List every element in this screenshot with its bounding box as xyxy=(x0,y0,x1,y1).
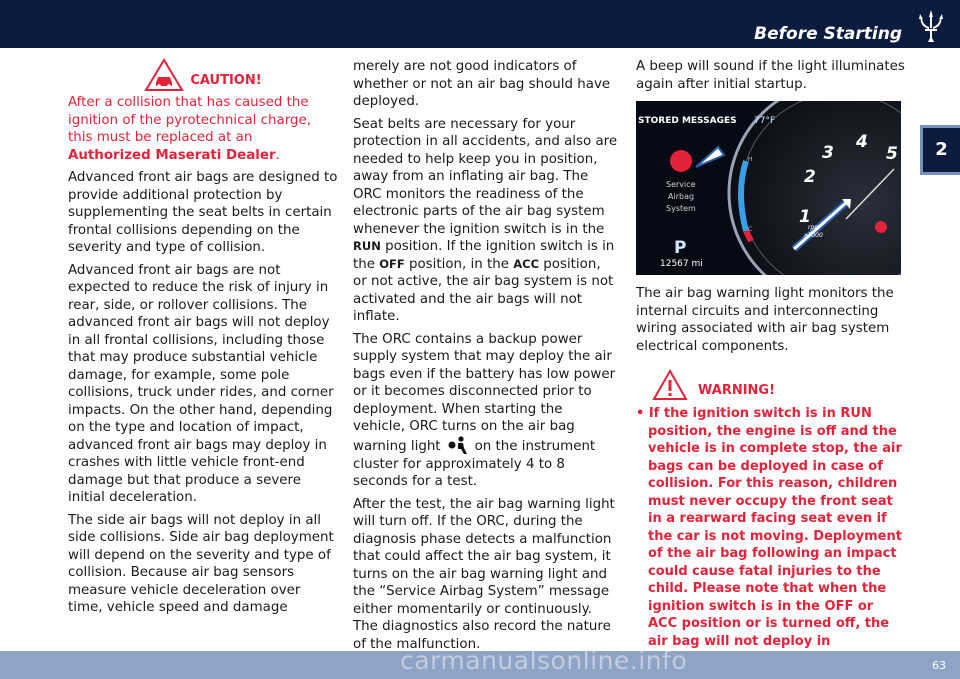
caution-label: CAUTION! xyxy=(190,73,262,89)
text-run: Seat belts are necessary for your protection in all accidents, and also are needed to help keep you in position, away from an inflating air bag. The ORC monitors the readiness of the electronic parts of the air bag system whenever the ignition switch is in the xyxy=(353,116,618,237)
paragraph: A beep will sound if the light illuminates again after initial startup. xyxy=(636,59,905,92)
caution-text-a: After a collision that has caused the ignition of the pyrotechnical charge, this must be replaced at an xyxy=(68,95,311,145)
chapter-tab[interactable] xyxy=(920,125,960,175)
airbag-warning-icon xyxy=(447,436,469,456)
paragraph: Advanced front air bags are designed to provide additional protection by supplementing the seat belts in certain frontal collisions depending on the severity and type of collision. xyxy=(68,170,338,255)
paragraph xyxy=(353,331,618,491)
gauge-number: 4 xyxy=(856,132,868,152)
car-caution-icon xyxy=(144,58,184,92)
rpm-unit: x1000 xyxy=(804,232,823,239)
warning-heading xyxy=(652,369,906,401)
column-3 xyxy=(636,58,906,650)
off-label: OFF xyxy=(379,256,405,271)
gauge-number: 1 xyxy=(799,207,811,227)
text-run: position, in the xyxy=(404,256,514,272)
service-text-2: Airbag xyxy=(668,192,695,201)
gauge-number: 3 xyxy=(822,143,834,163)
stored-messages-text: STORED MESSAGES xyxy=(638,116,737,126)
run-label: RUN xyxy=(353,239,381,253)
paragraph: The side air bags will not deploy in all side collisions. Side air bag deployment will depend on the severity and type of collision. Because air bag sensors measure vehicle deceleration over time, vehicle speed and damage xyxy=(68,512,334,615)
text-run: on the instrument cluster for approximately 4 to 8 seconds for a test. xyxy=(353,438,596,489)
text-run: The ORC contains a backup power supply system that may deploy the air bags even if the battery has low power or it becomes disconnected prior to deployment. When starting the vehicle, ORC turns on the air bag warning light xyxy=(353,331,616,454)
warning-triangle-icon xyxy=(652,369,688,401)
warning-item: • If the ignition switch is in RUN position, the engine is off and the vehicle is in complete stop, the air bags can be deployed in case of collision. For this reason, children must never occupy the front seat in a rearward facing seat even if the car is not moving. Deployment of the air bag following an impact could cause fatal injuries to the child. Please note that when the ignition switch is in the OFF or ACC position or is turned off, the air bag will not deploy in xyxy=(636,406,902,649)
paragraph: The air bag warning light monitors the internal circuits and interconnecting wiring associated with air bag system electrical components. xyxy=(636,286,894,354)
warning-item-text: If the ignition switch is in RUN position, the engine is off and the vehicle is in complete stop, the air bags can be deployed in case of collision. For this reason, children must never occupy the front seat in a rearward facing seat even if the car is not moving. Deployment of the air bag following an impact could cause fatal injuries to the child. Please note that when the ignition switch is in the OFF or ACC position or is turned off, the air bag will not deploy in xyxy=(648,406,902,649)
gauge-number: 2 xyxy=(804,167,816,187)
gauge-number: 5 xyxy=(886,144,898,164)
warning-label: WARNING! xyxy=(698,383,776,399)
maserati-trident-logo xyxy=(916,8,946,44)
watermark-text: carmanualsonline.info xyxy=(400,646,688,675)
page-number: 63 xyxy=(932,659,946,672)
gear-indicator: P xyxy=(674,238,687,258)
rpm-label: rpm xyxy=(808,224,821,231)
header-bar xyxy=(0,0,960,48)
temp-c-label: C xyxy=(748,226,753,233)
column-2 xyxy=(353,58,618,658)
chapter-tab-number: 2 xyxy=(935,139,948,160)
service-text-3: System xyxy=(666,204,696,213)
acc-label: ACC xyxy=(513,256,540,271)
paragraph: Advanced front air bags are not expected to reduce the risk of injury in rear, side, or rollover collisions. The advanced front air bags will not deploy in all frontal collisions, including those that may produce substantial vehicle damage, for example, some pole collisions, truck under rides, and corner impacts. On the other hand, depending on the type and location of impact, advanced front air bags may deploy in crashes with little vehicle front-end damage but that produce a severe initial deceleration. xyxy=(68,262,334,505)
temp-h-label: H xyxy=(748,156,753,163)
paragraph: merely are not good indicators of whether or not an air bag should have deployed. xyxy=(353,59,611,109)
temperature-text: 77°F xyxy=(754,116,776,126)
text-run: position, or not active, the air bag system is not activated and the air bags will not inflate. xyxy=(353,256,614,324)
instrument-cluster-image xyxy=(636,101,901,275)
caution-text-c: . xyxy=(275,147,280,163)
paragraph: After the test, the air bag warning light will turn off. If the ORC, during the diagnosis phase detects a malfunction that could affect the air bag system, it turns on the air bag warning light and the “Service Airbag System” message either momentarily or continuously. The diagnostics also record the nature of the malfunction. xyxy=(353,496,615,652)
paragraph xyxy=(353,116,618,326)
service-text-1: Service xyxy=(666,180,696,189)
authorized-dealer-text: Authorized Maserati Dealer xyxy=(68,147,276,163)
section-title: Before Starting xyxy=(754,24,902,44)
warning-list xyxy=(636,405,906,650)
caution-text xyxy=(68,94,338,164)
column-1 xyxy=(68,58,338,622)
odometer-text: 12567 mi xyxy=(660,259,703,269)
text-run: position. If the ignition switch is in the xyxy=(353,239,615,272)
caution-heading xyxy=(68,58,338,92)
